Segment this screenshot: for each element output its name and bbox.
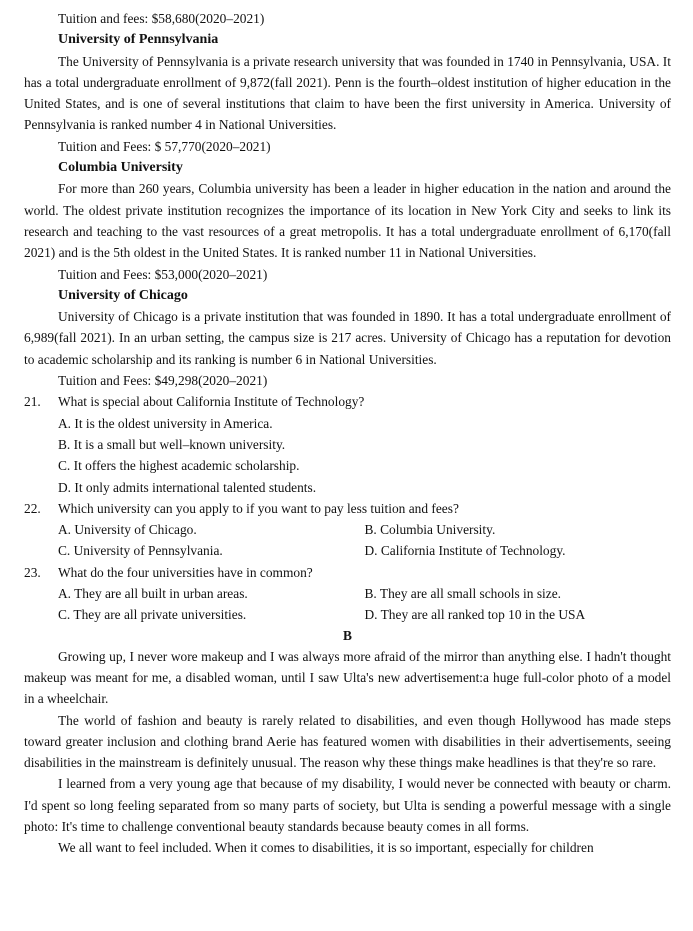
- columbia-paragraph: For more than 260 years, Columbia university has been a leader in higher education in the nation and around the world. The oldest private institution recognizes the importance of its location in New York City and seeks to link its research and teaching to the vast resources of a great metropolis. It has a total undergraduate enrollment of 6,170(fall 2021) and is the 5th oldest in the United States. It is ranked number 11 in National Universities.: [24, 181, 671, 261]
- option-a[interactable]: A. It is the oldest university in America.: [58, 415, 273, 431]
- question-21: [24, 391, 671, 412]
- passage-b-paragraph-2: The world of fashion and beauty is rarely related to disabilities, and even though Hollywood has made steps toward greater inclusion and clothing brand Aerie has featured women with disabilities in their advertisements, seeing disabilities in the mainstream is definitely unusual. The reason why these things make headlines is that they're so rare.: [24, 712, 671, 771]
- option-c[interactable]: C. They are all private universities.: [58, 607, 247, 623]
- upenn-heading: University of Pennsylvania: [58, 32, 219, 48]
- option-c[interactable]: C. University of Pennsylvania.: [58, 543, 223, 559]
- option-b[interactable]: B. It is a small but well–known university.: [58, 436, 286, 452]
- question-text: What is special about California Institute of Technology?: [58, 394, 365, 410]
- chicago-paragraph: University of Chicago is a private institution that was founded in 1890. It has a total undergraduate enrollment of 6,989(fall 2021). In an urban setting, the campus size is 217 acres. University of Chicago has a reputation for devotion to academic scholarship and its ranking is number 6 in National Universities.: [24, 309, 671, 367]
- chicago-fees: Tuition and Fees: $49,298(2020–2021): [58, 373, 268, 389]
- chicago-heading: University of Chicago: [58, 287, 188, 303]
- upenn-fees: Tuition and Fees: $ 57,770(2020–2021): [58, 138, 271, 154]
- upenn-paragraph: The University of Pennsylvania is a private research university that was founded in 1740 in Pennsylvania, USA. It has a total undergraduate enrollment of 9,872(fall 2021). Penn is the fourth–oldest institution of higher education in the United States, and is one of several institutions that claim to have been the first university in America. University of Pennsylvania is ranked number 4 in National Universities.: [24, 53, 671, 133]
- question-number: 22.: [24, 500, 41, 516]
- option-a[interactable]: A. They are all built in urban areas.: [58, 586, 248, 602]
- section-b-heading: B: [343, 627, 352, 643]
- columbia-heading: Columbia University: [58, 160, 183, 176]
- passage-b-paragraph-4: We all want to feel included. When it comes to disabilities, it is so important, especially for children: [58, 840, 594, 856]
- option-c[interactable]: C. It offers the highest academic scholarship.: [58, 458, 300, 474]
- question-23: [24, 562, 671, 583]
- question-text: What do the four universities have in common?: [58, 564, 313, 580]
- passage-b-paragraph-1: Growing up, I never wore makeup and I was always more afraid of the mirror than anything else. I hadn't thought makeup was meant for me, a disabled woman, until I saw Ulta's new advertisement:a huge full-color photo of a model in a wheelchair.: [24, 648, 671, 707]
- question-number: 23.: [24, 564, 41, 580]
- option-b[interactable]: B. They are all small schools in size.: [364, 586, 561, 602]
- question-22: [24, 498, 671, 519]
- passage-b-paragraph-3: I learned from a very young age that because of my disability, I would never be connected with beauty or charm. I'd spent so long feeling separated from so many parts of society, but Ulta is sending a powerful message with a single photo: It's time to challenge conventional beauty standards because beauty comes in all forms.: [24, 776, 671, 834]
- question-23-options: [24, 583, 671, 626]
- question-21-options: [24, 413, 671, 498]
- option-a[interactable]: A. University of Chicago.: [58, 522, 197, 538]
- question-22-options: [24, 519, 671, 562]
- option-b[interactable]: B. Columbia University.: [364, 522, 496, 538]
- option-d[interactable]: D. It only admits international talented students.: [58, 479, 317, 495]
- option-d[interactable]: D. They are all ranked top 10 in the USA: [364, 607, 586, 623]
- option-d[interactable]: D. California Institute of Technology.: [364, 543, 566, 559]
- question-text: Which university can you apply to if you want to pay less tuition and fees?: [58, 500, 459, 516]
- question-number: 21.: [24, 394, 41, 410]
- columbia-fees: Tuition and Fees: $53,000(2020–2021): [58, 266, 268, 282]
- upenn-prev-fee: Tuition and fees: $58,680(2020–2021): [58, 11, 265, 26]
